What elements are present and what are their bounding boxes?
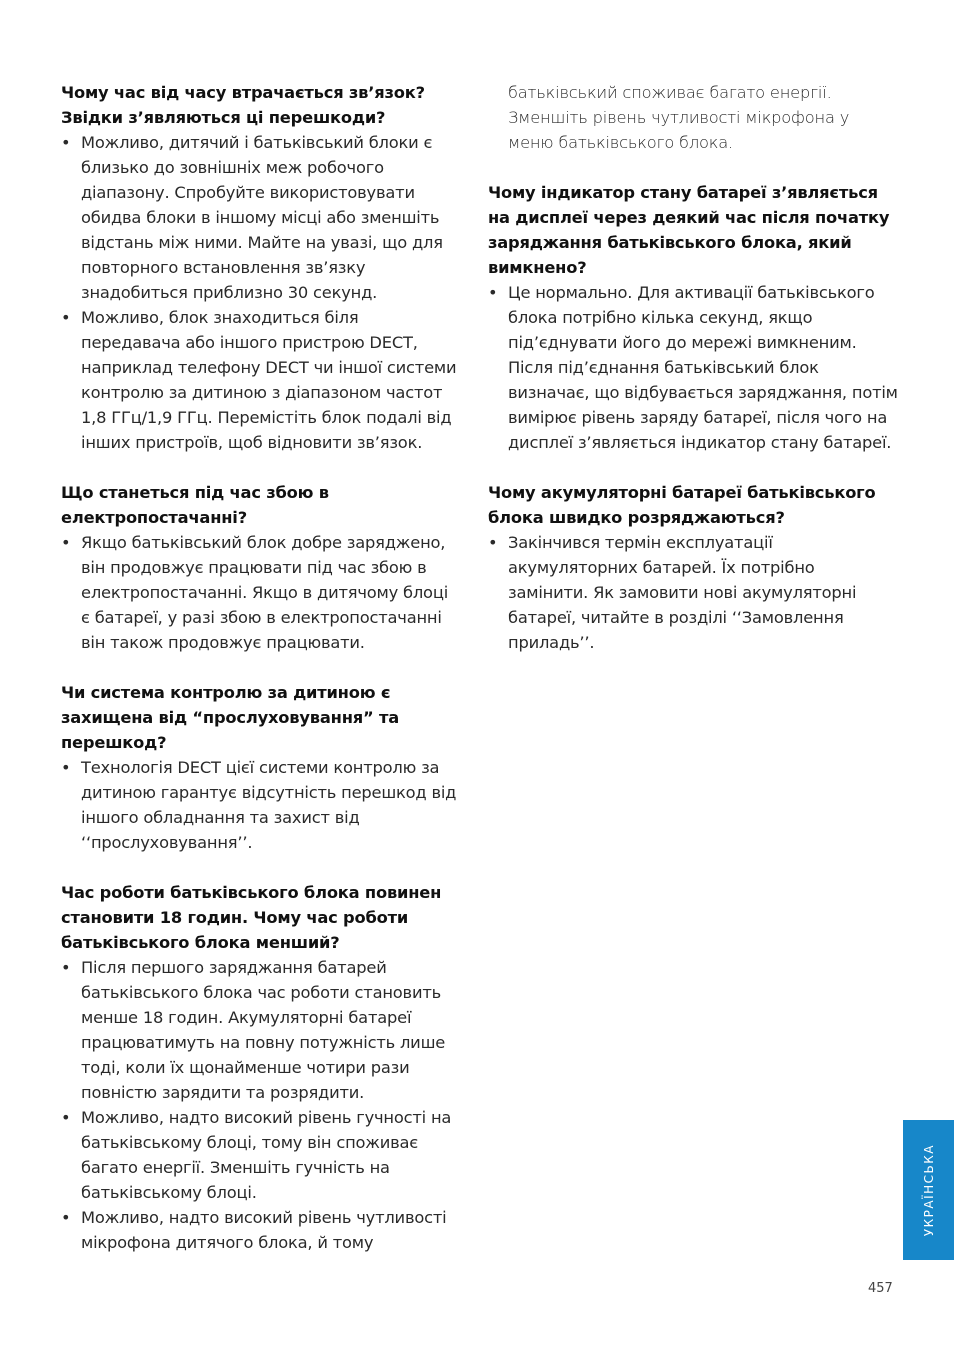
answer-list — [61, 130, 461, 455]
answer-list — [61, 755, 461, 855]
answer-list — [61, 530, 461, 655]
continued-text: батьківський споживає багато енергії. Зменшіть рівень чутливості мікрофона у меню батьківського блока. — [508, 83, 850, 152]
answer-bullet: • Закінчився термін експлуатації акумуляторних батарей. Їх потрібно замінити. Як замовити нові акумуляторні батареї, читайте в розділі ‘‘Замовлення приладь’’. — [488, 530, 898, 655]
faq-question: Чому акумуляторні батареї батьківського блока швидко розряджаються? — [488, 483, 876, 527]
answer-bullet: • Можливо, надто високий рівень гучності на батьківському блоці, тому він споживає багато енергії. Зменшіть гучність на батьківському блоці. — [61, 1105, 461, 1205]
answer-bullet: • Можливо, дитячий і батьківський блоки є близько до зовнішніх меж робочого діапазону. Спробуйте використовувати обидва блоки в іншому місці або зменшіть відстань між ними. Майте на увазі, що для повторного встановлення зв’язку знадобиться приблизно 30 секунд. — [61, 130, 461, 305]
answer-bullet: • Якщо батьківський блок добре заряджено, він продовжує працювати під час збою в електропостачанні. Якщо в дитячому блоці є батареї, у разі збою в електропостачанні він також продовжує працювати. — [61, 530, 461, 655]
faq-section — [61, 80, 461, 455]
answer-bullet: • Можливо, блок знаходиться біля передавача або іншого пристрою DECT, наприклад телефону DECT чи іншої системи контролю за дитиною з діапазоном частот 1,8 ГГц/1,9 ГГц. Перемістіть блок подалі від інших пристроїв, щоб відновити зв’язок. — [61, 305, 461, 455]
answer-bullet: • Технологія DECT цієї системи контролю за дитиною гарантує відсутність перешкод від іншого обладнання та захист від ‘‘прослуховування’’. — [61, 755, 461, 855]
answer-bullet: • Після першого заряджання батарей батьківського блока час роботи становить менше 18 годин. Акумуляторні батареї працюватимуть на повну потужність лише тоді, коли їх щонайменше чотири рази повністю зарядити та розрядити. — [61, 955, 461, 1105]
answer-list — [488, 530, 898, 655]
faq-section — [488, 180, 898, 455]
language-side-tab — [903, 1120, 954, 1260]
faq-section — [61, 680, 461, 855]
faq-section — [61, 880, 461, 1255]
language-label: УКРАЇНСЬКА — [921, 1143, 936, 1237]
right-column — [488, 80, 898, 680]
faq-section — [488, 480, 898, 655]
answer-bullet: • Це нормально. Для активації батьківського блока потрібно кілька секунд, якщо під’єднувати його до мережі вимкненим. Після під’єднання батьківський блок визначає, що відбувається заряджання, потім вимірює рівень заряду батареї, після чого на дисплеї з’являється індикатор стану батареї. — [488, 280, 898, 455]
answer-bullet: • Можливо, надто високий рівень чутливості мікрофона дитячого блока, й тому — [61, 1205, 461, 1255]
continued-answer — [488, 80, 898, 155]
page-number: 457 — [868, 1281, 893, 1296]
faq-question: Чи система контролю за дитиною є захищена від “прослуховування” та перешкод? — [61, 683, 400, 752]
left-column — [61, 80, 461, 1280]
faq-question: Чому індикатор стану батареї з’являється на дисплеї через деякий час після початку заряджання батьківського блока, який вимкнено? — [488, 183, 890, 277]
answer-list — [61, 955, 461, 1255]
faq-question: Чому час від часу втрачається зв’язок? Звідки з’являються ці перешкоди? — [61, 83, 425, 127]
faq-question: Що станеться під час збою в електропостачанні? — [61, 483, 329, 527]
faq-question: Час роботи батьківського блока повинен становити 18 годин. Чому час роботи батьківського блока менший? — [61, 883, 442, 952]
faq-section — [61, 480, 461, 655]
answer-list — [488, 280, 898, 455]
